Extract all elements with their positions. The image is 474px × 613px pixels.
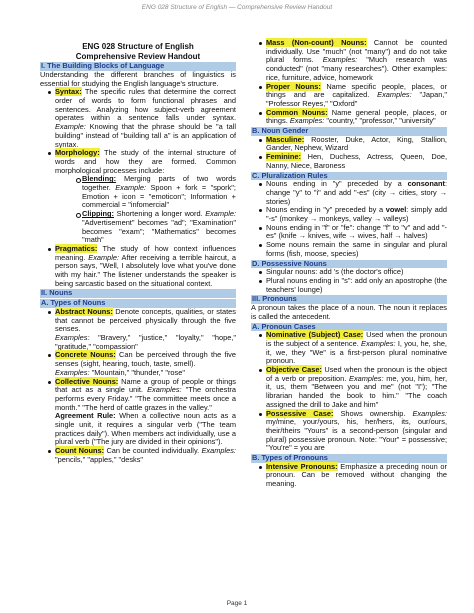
pronoun-types-list [251,463,447,489]
example-label: Examples: [55,367,90,377]
list-item-clipping [55,210,236,245]
possessive-list [251,268,447,294]
example-text: "The orchestra performs every Friday." "The committee meets once a month." "The herd of cattle grazes in the valley." [55,385,236,412]
document-title [40,42,236,61]
list-item-collective-nouns [40,378,236,448]
noun-types-list [40,308,236,465]
definition-text: Used when the pronoun is the object of a verb or preposition. [266,365,447,383]
subsection-heading-noun-gender: B. Noun Gender [251,127,447,136]
term-common-nouns: Common Nouns: [266,107,328,117]
term-abstract-nouns: Abstract Nouns: [55,306,113,316]
example-text: "pencils," "apples," "desks" [55,454,144,464]
title-line-1: ENG 028 Structure of English [82,42,194,51]
example-text: "Much research was conducted" (not "many researches"). Other examples: rice, furniture, advice, homework [266,55,447,82]
pronoun-cases-list [251,331,447,453]
definition-text: Merging parts of two words together. [82,174,236,193]
list-item-blending [55,175,236,210]
section-intro: Understanding the different branches of linguistics is essential for studying the English language's structure. [40,69,236,88]
list-item-plural-rule [251,180,447,206]
definition-text: Shortening a longer word. [114,209,206,219]
definition-text: Used when the pronoun is the subject of a sentence. [266,330,447,348]
example-label: Examples: [412,408,447,418]
list-item-nominative [251,331,447,366]
term-mass-nouns: Mass (Non-count) Nouns: [266,38,367,47]
subsection-heading-pronoun-types: B. Types of Pronouns [251,454,447,463]
rule-text: Nouns ending in "y" preceded by a [266,179,408,189]
definition-text: When a collective noun acts as a single unit, it requires a singular verb ("The team practices daily"). When members act individually, use a plural verb ("The jury are divided in their opinions"). [55,411,236,447]
list-item-objective [251,366,447,410]
term-clipping: Clipping: [82,209,115,219]
term-collective-nouns: Collective Nouns: [55,376,119,386]
list-item-count-nouns [40,447,236,464]
definition-text: Emphasize a preceding noun or pronoun. Can be removed without changing the meaning. [266,461,447,489]
rule-text: Nouns ending in "y" preceded by a [266,205,386,215]
section-intro: A pronoun takes the place of a noun. The noun it replaces is called the antecedent. [251,303,447,321]
example-text: "Bravery," "justice," "loyalty," "hope," "gratitude," "compassion" [55,332,236,351]
section-heading-pronouns: III. Pronouns [251,295,447,304]
example-label: Examples: [201,446,236,456]
example-label: Example: [205,209,236,219]
definition-text: Denote concepts, qualities, or states that cannot be perceived physically through the five senses. [55,306,236,334]
term-possessive-case: Possessive Case: [266,408,334,418]
example-label: Examples: [361,338,396,348]
morphology-sublist [55,175,236,245]
rule-keyword: vowel [385,205,407,215]
list-item-syntax [40,88,236,149]
right-column [251,39,447,489]
agreement-rule [55,412,236,447]
list-item-abstract-nouns [40,308,236,352]
term-feminine: Feminine: [266,152,301,162]
example-label: Examples: [55,332,90,342]
definition-text: The study of how context influences meaning. [55,243,236,262]
example-label: Example: [115,183,147,193]
definition-text: Name specific people, places, or things and are capitalized. [266,81,447,100]
term-intensive: Intensive Pronouns: [266,461,338,471]
definition-text: Can be perceived through the five senses (sight, hearing, touch, taste, smell). [55,350,236,369]
title-line-2: Comprehensive Review Handout [75,51,201,61]
term-count-nouns: Count Nouns: [55,446,105,456]
list-item-proper-nouns [251,83,447,109]
term-concrete-nouns: Concrete Nouns: [55,350,116,360]
definition-text: The specific rules that determine the correct order of words to form functional phrases and sentences. Analyzing how subject-verb agreement operates within a sentence falls under syntax. [55,87,236,123]
subsection-heading-pluralization: C. Pluralization Rules [251,172,447,181]
noun-types-list-continued [251,39,447,126]
example-label: Examples: [289,116,325,126]
example-text: me, you, him, her, it, us, them "Between you and me" (not "I"); "The librarian handed the book to him." "The coach assigned the drill to Jake and him" [266,373,447,409]
term-blending: Blending: [82,174,117,184]
example-text: After receiving a terrible haircut, a person says, "Well, I absolutely love what you've done with my hair." The listener understands the speaker is being sarcastic based on the situational context. [55,252,236,288]
example-label: Examples: [377,90,412,100]
term-agreement-rule: Agreement Rule: [55,411,116,421]
example-text: "Mountain," "thunder," "rose" [89,367,185,377]
example-label: Example: [88,252,120,262]
example-text: my/mine, your/yours, his, her/hers, its, our/ours, their/theirs "Yours" is a second-person (singular and plural) possessive pronoun. Note: "Your" = possessive; "You're" = you are [266,417,447,453]
rule-text: : change "y" to "i" and add "-es" (city → cities, story → stories) [266,179,447,206]
list-item-mass-nouns [251,39,447,83]
definition-text: Hen, Duchess, Actress, Queen, Doe, Nanny, Niece, Baroness [266,152,447,170]
term-nominative: Nominative (Subject) Case: [266,330,364,340]
list-item-pragmatics [40,245,236,289]
example-text: I, you, he, she, it, we, they "We" is a first-person plural nominative pronoun. [266,338,447,366]
list-item-masculine [251,136,447,153]
term-pragmatics: Pragmatics: [55,243,98,253]
running-head: ENG 028 Structure of English — Comprehensive Review Handout [141,4,333,11]
definition-text: Name general people, places, or things. [266,107,448,126]
term-syntax: Syntax: [55,87,82,97]
term-masculine: Masculine: [266,134,305,144]
list-item-feminine [251,153,447,170]
example-text: Spoon + fork = "spork"; Emotion + icon = "emoticon"; Information + commercial = "infomercial" [82,183,236,210]
list-item-possessive-rule [251,277,447,294]
list-item-plural-rule [251,241,447,258]
example-label: Examples: [322,55,358,65]
subsection-heading-types-of-nouns: A. Types of Nouns [40,299,236,308]
rule-text: Nouns ending in "f" or "fe": change "f" to "v" and add "-es" (knife → knives, wife → wives, half → halves) [266,222,447,241]
list-item-plural-rule [251,206,447,223]
definition-text: Shows ownership. [333,408,413,418]
example-label: Examples: [147,385,182,395]
definition-text: Rooster, Duke, Actor, King, Stallion, Gander, Nephew, Wizard [266,134,447,153]
rule-text: Singular nouns: add 's (the doctor's office) [266,267,404,277]
noun-gender-list [251,136,447,171]
subsection-heading-possessive: D. Possessive Nouns [251,260,447,269]
section-heading-building-blocks: I. The Building Blocks of Language [40,62,236,71]
example-label: Example: [55,122,86,132]
page-number: Page 1 [226,600,248,607]
definition-text: Can be counted individually. [104,446,202,456]
rule-keyword: consonant [407,179,445,189]
term-objective: Objective Case: [266,365,322,375]
definition-text: Cannot be counted individually. Use "much" (not "many") and do not take plural forms. [266,38,447,65]
rule-text: Plural nouns ending in "s": add only an apostrophe (the teachers' lounge) [266,275,447,294]
list-item-morphology [40,149,236,245]
definition-text: Name a group of people or things that act as a single unit. [55,376,236,395]
example-text: "country," "professor," "university" [324,116,436,126]
list-item-concrete-nouns [40,351,236,377]
example-text: Knowing that the phrase should be "a tall building" instead of "building tall a" is an application of syntax. [55,122,236,149]
list-item-plural-rule [251,224,447,241]
example-label: Examples: [349,373,384,383]
list-item-possessive-case [251,410,447,454]
term-morphology: Morphology: [55,148,100,158]
rule-text: : simply add "-s" (monkey → monkeys, valley → valleys) [266,205,447,224]
definition-text: The study of the internal structure of words and how they are formed. Common morphological processes include: [55,148,236,175]
term-proper-nouns: Proper Nouns: [266,81,321,91]
rule-text: Some nouns remain the same in singular and plural forms (fish, moose, species) [266,240,447,258]
section-heading-nouns: II. Nouns [40,289,236,298]
linguistics-list [40,88,236,288]
left-column [40,42,236,465]
example-text: "Advertisement" becomes "ad"; "Examination" becomes "exam"; "Mathematics" becomes "math" [82,217,236,245]
subsection-heading-pronoun-cases: A. Pronoun Cases [251,323,447,332]
list-item-common-nouns [251,109,447,126]
example-text: "Japan," "Professor Reyes," "Oxford" [266,90,447,108]
list-item-intensive [251,463,447,489]
pluralization-list [251,180,447,258]
